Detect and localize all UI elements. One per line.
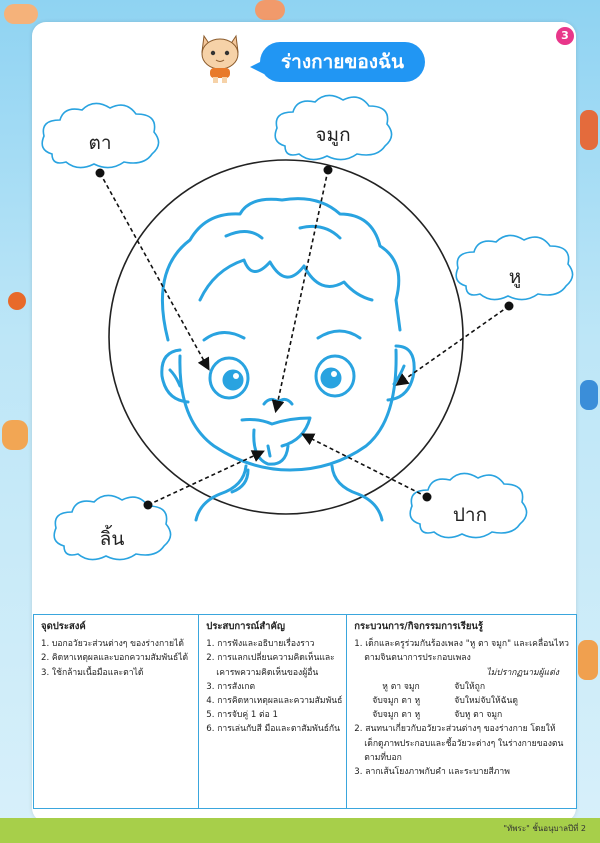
decor-kid-right-3 — [578, 640, 598, 680]
label-eye: ตา — [88, 132, 112, 154]
page-number-badge: 3 — [556, 27, 574, 45]
song-credit: ไม่ปรากฏนามผู้แต่ง — [486, 667, 559, 678]
process-column — [346, 615, 576, 808]
objective-item: 3. ใช้กล้ามเนื้อมือและตาได้ — [41, 667, 144, 678]
song-line — [354, 680, 569, 694]
experience-item: เคารพความคิดเห็นของผู้อื่น — [216, 667, 319, 678]
experiences-heading: ประสบการณ์สำคัญ — [206, 621, 285, 632]
song-text: จับให้ถูก — [454, 681, 486, 692]
process-item: ตามจินตนาการประกอบเพลง — [364, 653, 471, 664]
experiences-column — [198, 615, 346, 808]
label-ear: หู — [508, 266, 522, 288]
process-item: 2. สนทนาเกี่ยวกับอวัยวะส่วนต่างๆ ของร่างกาย โดยให้ — [354, 724, 556, 735]
connector-ear — [398, 306, 509, 384]
experience-item: 3. การสังเกต — [206, 681, 256, 692]
connector-eye — [100, 173, 208, 368]
page-title: ร่างกายของฉัน — [260, 42, 425, 82]
process-item: 3. ลากเส้นโยงภาพกับคำ และระบายสีภาพ — [354, 767, 510, 778]
experience-item: 2. การแลกเปลี่ยนความคิดเห็นและ — [206, 653, 335, 664]
label-tongue: ลิ้น — [99, 528, 125, 550]
connector-lines — [100, 170, 509, 505]
experience-item: 1. การฟังและอธิบายเรื่องราว — [206, 639, 315, 650]
song-text: จับใหม่จับให้ฉันดู — [454, 696, 518, 707]
connector-nose — [276, 170, 328, 410]
process-item: เด็กดูภาพประกอบและชี้อวัยวะต่างๆ ในร่างกายของตน — [364, 738, 564, 749]
footer-text: "ทัพระ" ชั้นอนุบาลปีที่ 2 — [503, 824, 586, 833]
process-item: ตามที่บอก — [364, 752, 402, 763]
objectives-column — [34, 615, 198, 808]
lesson-info-table — [33, 614, 577, 809]
experience-item: 6. การเล่นกับสี มือและตาสัมพันธ์กัน — [206, 724, 341, 735]
objective-item: 2. คิดหาเหตุผลและบอกความสัมพันธ์ได้ — [41, 653, 189, 664]
face-frame-circle — [109, 160, 463, 514]
objective-item: 1. บอกอวัยวะส่วนต่างๆ ของร่างกายได้ — [41, 639, 184, 650]
label-nose: จมูก — [315, 124, 351, 146]
song-line — [354, 708, 569, 722]
objectives-heading: จุดประสงค์ — [41, 621, 86, 632]
song-text: จับจมูก ตา หู — [372, 710, 421, 721]
song-text: จับหู ตา จมูก — [454, 710, 503, 721]
process-heading: กระบวนการ/กิจกรรมการเรียนรู้ — [354, 621, 484, 632]
song-line — [354, 694, 569, 708]
label-mouth: ปาก — [452, 504, 488, 526]
connector-tongue — [148, 452, 262, 505]
experience-item: 5. การจับคู่ 1 ต่อ 1 — [206, 710, 278, 721]
song-text: หู ตา จมูก — [382, 681, 420, 692]
song-text: จับจมูก ตา หู — [372, 696, 421, 707]
experience-item: 4. การคิดหาเหตุผลและความสัมพันธ์ — [206, 696, 343, 707]
connector-dots — [96, 166, 514, 510]
process-item: 1. เด็กและครูร่วมกันร้องเพลง "หู ตา จมูก" และเคลื่อนไหว — [354, 639, 569, 650]
